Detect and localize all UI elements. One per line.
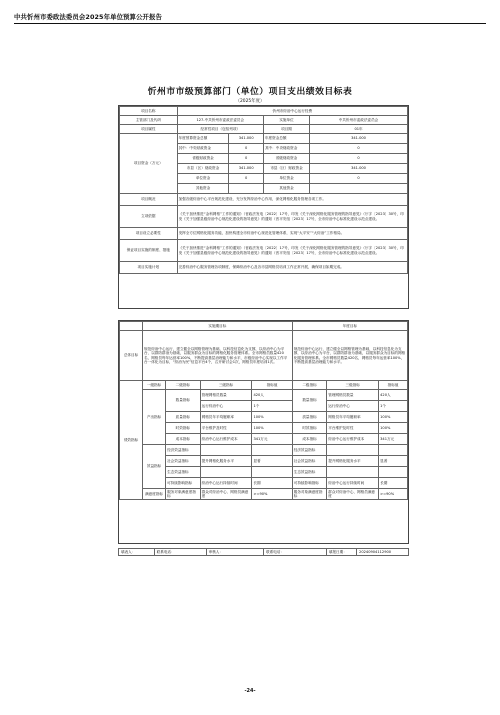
indicator-name-year: 管理网格员数量 <box>327 390 379 401</box>
indicator-value: 100% <box>252 412 292 423</box>
indicator-name-year <box>327 467 379 478</box>
indicator-name: 管理网格员数量 <box>200 390 252 401</box>
indicator-value-year: 341万元 <box>379 434 408 445</box>
col-level2: 二级指标 <box>166 381 201 390</box>
impl-unit-label: 实施单位 <box>263 116 309 125</box>
economic-indicator-year: 经济效益指标 <box>292 445 327 456</box>
fund-row-label-2: 其他资金 <box>263 184 309 194</box>
date-label: 填报日期： <box>327 549 357 555</box>
long-term-header: 实施期目标 <box>143 322 293 331</box>
filler-label: 填表人： <box>119 549 155 555</box>
service-satisfaction: 服务对象满意度指标 <box>166 489 201 500</box>
fund-row-label: 其中：中央财政资金 <box>177 144 229 154</box>
quality-indicator-year: 质量指标 <box>292 412 327 423</box>
timeliness-indicator: 时效指标 <box>166 423 201 434</box>
fund-row-value: 341.000 <box>229 134 264 144</box>
indicator-value <box>252 467 292 478</box>
indicator-name: 运行综治中心 <box>200 401 252 412</box>
indicator-name: 综治中心运行维护成本 <box>200 434 252 445</box>
indicator-value: >=90% <box>252 489 292 500</box>
col-level3: 三级指标 <box>200 381 252 390</box>
overview-label: 项目概况 <box>120 194 178 206</box>
indicator-value-year: 1个 <box>379 401 408 412</box>
overall-goal-label: 总体目标 <box>120 331 143 381</box>
fund-row-label: 年度预算资金总额 <box>177 134 229 144</box>
indicator-name: 网格员年平均履职率 <box>200 412 252 423</box>
fund-row-value: 341.000 <box>229 164 264 174</box>
project-name-label: 项目名称 <box>120 107 178 116</box>
indicator-value: 长期 <box>252 478 292 489</box>
social-indicator-year: 社会效益指标 <box>292 456 327 467</box>
indicator-name-year: 综治中心运行持续时间 <box>327 478 379 489</box>
indicator-value: 420人 <box>252 390 292 401</box>
indicator-name-year: 群众对综治中心、网格员满意度 <box>327 489 379 500</box>
fund-row-value <box>229 184 264 194</box>
indicator-value: 1个 <box>252 401 292 412</box>
fund-label: 项目资金（万元） <box>120 134 178 194</box>
indicator-name-year: 提升网格化服务水平 <box>327 456 379 467</box>
basic-info-table <box>118 105 409 309</box>
dept-value: 127-中共忻州市委政法委员会 <box>177 116 263 125</box>
indicator-name <box>200 467 252 478</box>
basis-value: 《关于加快推进“金科网格”工作的通知》（晋政法发电〔2022〕17号，印发《关于深化网格化服务管理的指导意见》（厅字〔2023〕30号，印发《关于加强县级综治中心规范化建设的指导意见》的通知（晋平安组〔2023〕17号，全市综治中心标准化建设示范点建设。 <box>177 206 407 228</box>
signature-row <box>118 548 409 556</box>
col-level1: 一级指标 <box>143 381 166 390</box>
indicator-name-year: 运行综治中心 <box>327 401 379 412</box>
fund-row-label-2: 市县（区）财政资金 <box>263 164 309 174</box>
col-level2-year: 二级指标 <box>292 381 327 390</box>
impl-unit-value: 中共忻州市委政法委员会 <box>310 116 408 125</box>
date-value: 20240904112900 <box>359 550 392 554</box>
indicator-value <box>252 445 292 456</box>
ecological-indicator-year: 生态效益指标 <box>292 467 327 478</box>
fund-row-value-2 <box>310 184 408 194</box>
guarantee-value: 《关于加快推进“金科网格”工作的通知》（晋政法发电〔2022〕17号，印发《关于深化网格化服务管理的指导意见》（厅字〔2023〕30号，印发《关于加强县级综治中心规范化建设的指导意见》的通知（晋平安组〔2023〕17号，全市综治中心标准化建设示范点建设。 <box>177 240 407 262</box>
table-subtitle: （2025年度） <box>235 99 265 104</box>
period-label: 项目期 <box>263 125 309 134</box>
fund-row-label-2: 其中：中央财政资金 <box>263 144 309 154</box>
fund-row-label-2: 年度资金总额 <box>263 134 309 144</box>
indicator-name-year: 平台维护及时性 <box>327 423 379 434</box>
indicator-value: 341万元 <box>252 434 292 445</box>
economic-indicator: 经济效益指标 <box>166 445 201 456</box>
col-value: 指标值 <box>252 381 292 390</box>
contact-label: 联系电话： <box>155 549 207 555</box>
guarantee-label: 保证项目实施的制度、措施 <box>120 240 178 262</box>
fund-row-value: 0 <box>229 174 264 184</box>
indicator-name-year: 网格员年平均履职率 <box>327 412 379 423</box>
cost-indicator: 成本指标 <box>166 434 201 445</box>
social-indicator: 社会效益指标 <box>166 456 201 467</box>
satisfaction-indicator: 满意度指标 <box>143 489 166 500</box>
indicator-value-year: 100% <box>379 423 408 434</box>
indicator-value-year <box>379 467 408 478</box>
indicator-name: 群众对综治中心、网格员满意度 <box>200 489 252 500</box>
header-rule <box>14 23 486 24</box>
quality-indicator: 质量指标 <box>166 412 201 423</box>
table-title: 忻州市市级预算部门（单位）项目支出绩效目标表 <box>147 87 353 97</box>
indicator-value-year: 长期 <box>379 478 408 489</box>
indicator-name-year <box>327 445 379 456</box>
performance-table <box>118 320 409 544</box>
indicator-label: 绩效指标 <box>120 381 143 500</box>
fund-row-label-2: 单位资金 <box>263 174 309 184</box>
ecological-indicator: 生态效益指标 <box>166 467 201 478</box>
quantity-indicator: 数量指标 <box>166 390 201 412</box>
sustainability-indicator: 可持续影响指标 <box>166 478 201 489</box>
indicator-value: 显著 <box>252 456 292 467</box>
indicator-value: 100% <box>252 423 292 434</box>
necessity-label: 项目设立必要性 <box>120 228 178 240</box>
col-level3-year: 三级指标 <box>327 381 379 390</box>
quantity-indicator-year: 数量指标 <box>292 390 327 412</box>
indicator-value-year: >=90% <box>379 489 408 500</box>
indicator-value-year: 显著 <box>379 456 408 467</box>
fund-row-value: 0 <box>229 144 264 154</box>
overall-goal-year: 规范综治中心运行，建立健全以网格管理为基础，以科技信息化为支撑，以综治中心为平台，以群防群治为基础，以服务群众为目标的网格化服务管理体系。全市网格员数量420名，网格员每年运营率100%，不断提高基层治理能力和水平。 <box>292 331 407 381</box>
sustainability-indicator-year: 可持续影响指标 <box>292 478 327 489</box>
attr-value: 经常性项目（包括列项） <box>177 125 263 134</box>
indicator-name-year: 综治中心运行维护成本 <box>327 434 379 445</box>
col-value-year: 指标值 <box>379 381 408 390</box>
overall-goal-long: 规范综治中心运行，建立健全以网格管理为基础，以科技信息化为支撑，以综治中心为平台，以群防群治为基础，以服务群众为目标的网格化服务管理体系。全市网格员数量420名，网格员每年运营率100%，不断提高基层治理能力和水平，市级综治中心实现以工作平台一体化为目标，“综治为民”信息平台4个，召开研讨会1次，网格员年度培训1次。 <box>143 331 293 381</box>
indicator-name: 综治中心运行持续时间 <box>200 478 252 489</box>
fund-row-value: 0 <box>229 154 264 164</box>
necessity-value: 发挥全方位网格化服务功能，加快构建全市综治中心规范化管理体系，实现“大平安”“大综治”工作格局。 <box>177 228 407 240</box>
dept-label: 主管部门及代码 <box>120 116 178 125</box>
basis-label: 立项依据 <box>120 206 178 228</box>
indicator-name: 平台维护及时性 <box>200 423 252 434</box>
fund-row-value-2: 0 <box>310 174 408 184</box>
indicator-value-year: 100% <box>379 412 408 423</box>
benefit-indicator: 效益指标 <box>143 445 166 489</box>
checker-label: 审核人： <box>207 549 264 555</box>
indicator-name <box>200 445 252 456</box>
page-header <box>14 12 486 26</box>
fund-row-label: 市县（区）财政资金 <box>177 164 229 174</box>
cost-indicator-year: 成本指标 <box>292 434 327 445</box>
indicator-value-year <box>379 445 408 456</box>
overview-value: 加强各级综治中心平台规范化建设，充分发挥综治中心作用，深化网格化服务管理各项工作。 <box>177 194 407 206</box>
service-satisfaction-year: 服务对象满意度指标 <box>292 489 327 500</box>
fund-row-value-2: 0 <box>310 154 408 164</box>
page-number: -24- <box>244 688 256 694</box>
output-indicator: 产出指标 <box>143 390 166 445</box>
fund-row-value-2: 341.000 <box>310 164 408 174</box>
fund-row-label: 省级财政资金 <box>177 154 229 164</box>
header-title: 中共忻州市委政法委员会2025年单位预算公开报告 <box>14 13 162 21</box>
plan-label: 项目实施计划 <box>120 262 178 274</box>
fund-row-label-2: 省级财政资金 <box>263 154 309 164</box>
indicator-name: 提升网格化服务水平 <box>200 456 252 467</box>
fund-row-value-2: 341.000 <box>310 134 408 144</box>
phone-label: 联系电话： <box>264 549 327 555</box>
fund-row-label: 单位资金 <box>177 174 229 184</box>
indicator-value-year: 420人 <box>379 390 408 401</box>
annual-header: 年度目标 <box>292 322 407 331</box>
fund-row-label: 其他资金 <box>177 184 229 194</box>
fund-row-value-2: 0 <box>310 144 408 154</box>
attr-label: 项目属性 <box>120 125 178 134</box>
project-name: 忻州市综治中心运行经费 <box>177 107 407 116</box>
period-value: 01年 <box>310 125 408 134</box>
timeliness-indicator-year: 时效指标 <box>292 423 327 434</box>
plan-value: 完善综治中心服务管理各项制度，保障综治中心及各市县网格员培训工作正常开展，确保项目如期完成。 <box>177 262 407 274</box>
